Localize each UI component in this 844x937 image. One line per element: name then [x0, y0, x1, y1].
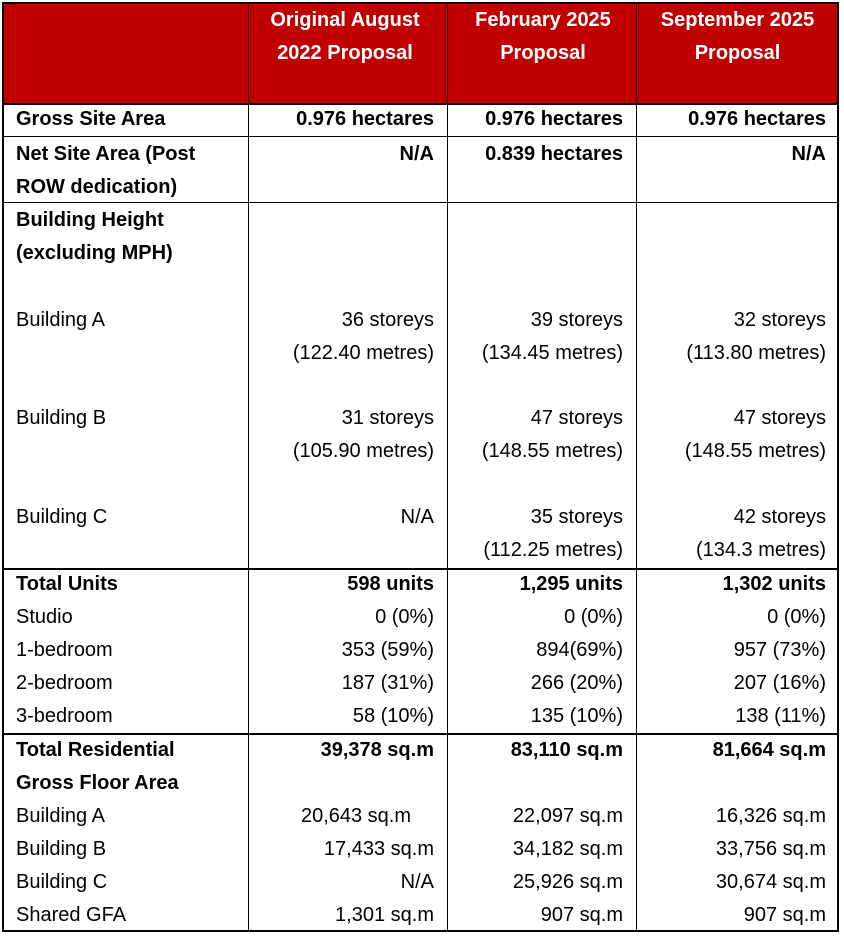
row-label-1-bedroom: 1-bedroom [16, 639, 113, 661]
2-bedroom-feb2025: 266 (20%) [530, 672, 623, 694]
header-col-original-line1: Original August [270, 9, 420, 31]
gfa-c-sep2025: 30,674 sq.m [715, 871, 826, 893]
gfa-b-original: 17,433 sq.m [323, 838, 434, 860]
gfa-a-sep2025: 16,326 sq.m [715, 805, 826, 827]
row-label-3-bedroom: 3-bedroom [16, 705, 113, 727]
1-bedroom-original: 353 (59%) [341, 639, 434, 661]
gross-site-area-sep2025: 0.976 hectares [688, 108, 826, 130]
row-label-total-gfa: Total Residential [16, 739, 175, 761]
height-c-feb2025-metres: (112.25 metres) [483, 539, 623, 561]
studio-sep2025: 0 (0%) [767, 606, 826, 628]
comparison-table [2, 2, 839, 932]
height-b-feb2025-storeys: 47 storeys [530, 407, 623, 429]
height-c-original: N/A [400, 506, 434, 528]
total-gfa-feb2025: 83,110 sq.m [510, 739, 623, 761]
header-col-sep2025-line2: Proposal [694, 42, 781, 64]
row-label-height-building-a: Building A [16, 309, 105, 331]
studio-feb2025: 0 (0%) [564, 606, 623, 628]
row-divider [4, 136, 837, 137]
header-col-original [250, 4, 440, 70]
total-units-feb2025: 1,295 units [519, 573, 623, 595]
row-label-total-units: Total Units [16, 573, 118, 595]
header-col-sep2025-line1: September 2025 [660, 9, 815, 31]
row-label-height-building-b: Building B [16, 407, 107, 429]
gfa-c-original: N/A [400, 871, 434, 893]
gross-site-area-original: 0.976 hectares [296, 108, 434, 130]
height-a-original-storeys: 36 storeys [341, 309, 434, 331]
height-a-feb2025-storeys: 39 storeys [530, 309, 623, 331]
total-gfa-original: 39,378 sq.m [320, 739, 434, 761]
row-label-studio: Studio [16, 606, 73, 628]
gfa-b-sep2025: 33,756 sq.m [715, 838, 826, 860]
row-label-building-height: Building Height [16, 209, 164, 231]
header-col-feb2025-line2: Proposal [500, 42, 586, 64]
row-label-building-height-line2: (excluding MPH) [16, 242, 173, 264]
height-a-feb2025-metres: (134.45 metres) [481, 342, 623, 364]
row-label-shared-gfa: Shared GFA [16, 904, 127, 926]
2-bedroom-original: 187 (31%) [341, 672, 434, 694]
shared-gfa-feb2025: 907 sq.m [540, 904, 623, 926]
shared-gfa-sep2025: 907 sq.m [743, 904, 826, 926]
header-col-feb2025-line1: February 2025 [475, 9, 611, 31]
height-a-sep2025-storeys: 32 storeys [733, 309, 826, 331]
1-bedroom-feb2025: 894(69%) [536, 639, 623, 661]
height-c-feb2025-storeys: 35 storeys [530, 506, 623, 528]
1-bedroom-sep2025: 957 (73%) [733, 639, 826, 661]
row-label-net-site-area-line2: ROW dedication) [16, 176, 178, 198]
header-col-sep2025 [638, 4, 837, 70]
height-c-sep2025-metres: (134.3 metres) [695, 539, 826, 561]
height-c-sep2025-storeys: 42 storeys [733, 506, 826, 528]
net-site-area-feb2025: 0.839 hectares [485, 143, 623, 165]
height-b-original-metres: (105.90 metres) [292, 440, 434, 462]
height-a-original-metres: (122.40 metres) [292, 342, 434, 364]
column-divider [447, 4, 448, 930]
gfa-b-feb2025: 34,182 sq.m [512, 838, 623, 860]
row-label-gross-site-area: Gross Site Area [16, 108, 166, 130]
row-label-2-bedroom: 2-bedroom [16, 672, 113, 694]
total-units-sep2025: 1,302 units [722, 573, 826, 595]
row-label-total-gfa-line2: Gross Floor Area [16, 772, 179, 794]
height-b-sep2025-storeys: 47 storeys [733, 407, 826, 429]
height-a-sep2025-metres: (113.80 metres) [686, 342, 826, 364]
height-b-feb2025-metres: (148.55 metres) [481, 440, 623, 462]
net-site-area-sep2025: N/A [791, 143, 826, 165]
header-col-original-line2: 2022 Proposal [277, 42, 413, 64]
row-label-gfa-building-a: Building A [16, 805, 105, 827]
height-b-original-storeys: 31 storeys [341, 407, 434, 429]
gfa-a-original: 20,643 sq.m [300, 805, 412, 827]
gfa-a-feb2025: 22,097 sq.m [512, 805, 623, 827]
column-divider [636, 4, 637, 930]
row-label-net-site-area: Net Site Area (Post [16, 143, 196, 165]
3-bedroom-feb2025: 135 (10%) [530, 705, 623, 727]
gross-site-area-feb2025: 0.976 hectares [485, 108, 623, 130]
3-bedroom-sep2025: 138 (11%) [735, 705, 826, 727]
column-divider [248, 4, 249, 930]
shared-gfa-original: 1,301 sq.m [335, 904, 434, 926]
header-col-feb2025 [449, 4, 637, 70]
row-label-gfa-building-b: Building B [16, 838, 107, 860]
height-b-sep2025-metres: (148.55 metres) [684, 440, 826, 462]
total-gfa-sep2025: 81,664 sq.m [712, 739, 826, 761]
gfa-c-feb2025: 25,926 sq.m [512, 871, 623, 893]
total-units-original: 598 units [347, 573, 434, 595]
net-site-area-original: N/A [399, 143, 434, 165]
2-bedroom-sep2025: 207 (16%) [733, 672, 826, 694]
3-bedroom-original: 58 (10%) [352, 705, 434, 727]
row-label-height-building-c: Building C [16, 506, 108, 528]
studio-original: 0 (0%) [375, 606, 434, 628]
row-label-gfa-building-c: Building C [16, 871, 108, 893]
